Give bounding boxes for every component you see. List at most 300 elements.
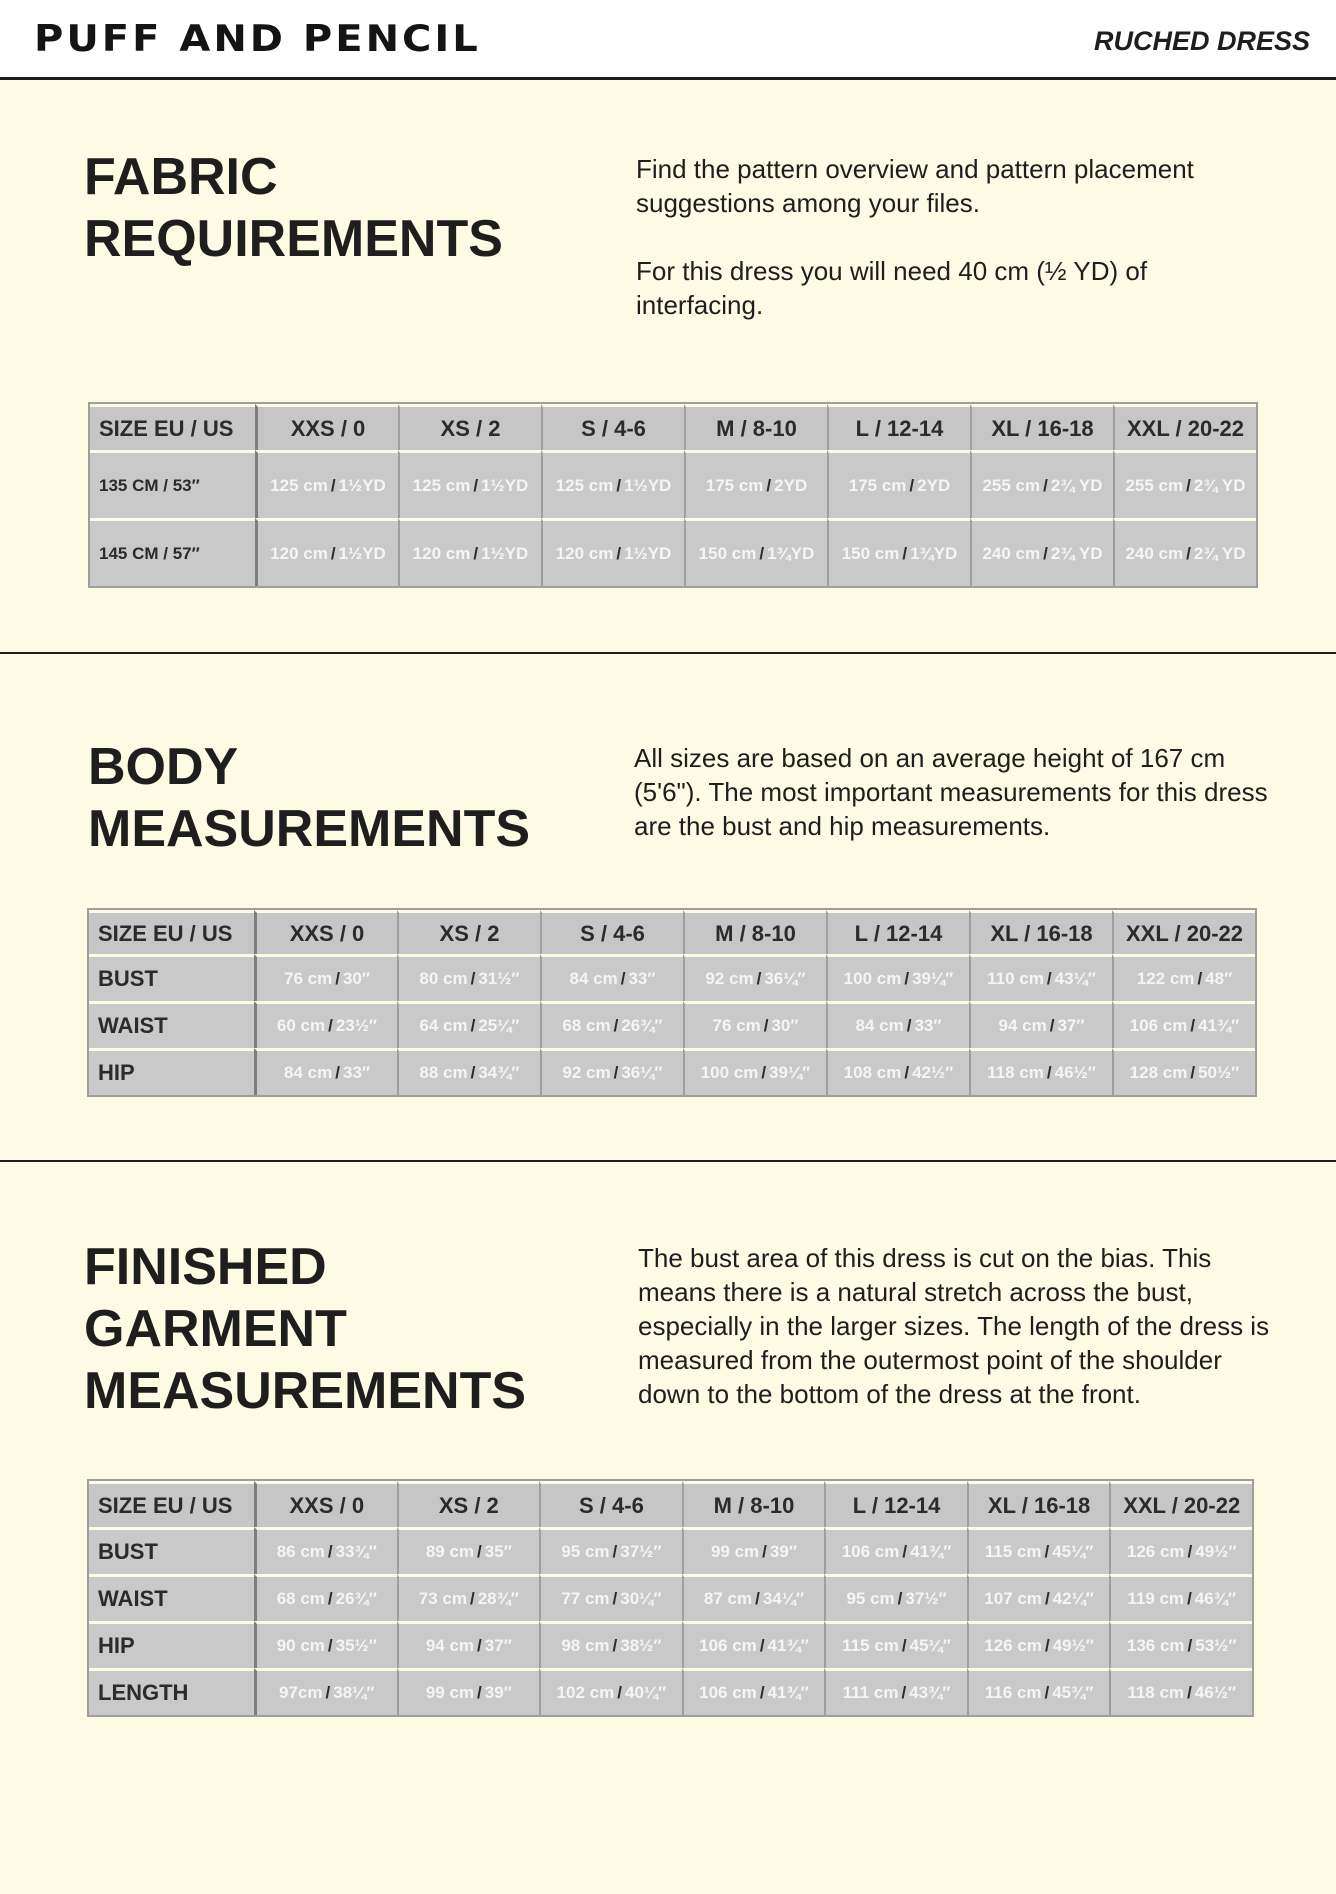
measurement-cell [683, 954, 826, 1001]
imperial-value: 2¾ YD [1050, 543, 1103, 563]
value-separator: / [759, 543, 765, 563]
body-description [634, 741, 1274, 843]
title-line: MEASUREMENTS [88, 800, 531, 858]
value-separator: / [1187, 1636, 1193, 1655]
measurement-cell [1109, 1574, 1252, 1621]
title-line: FABRIC [84, 148, 278, 206]
measurement-cell [827, 518, 970, 586]
imperial-value: 30¼″ [620, 1589, 662, 1608]
table-row [90, 518, 1256, 586]
size-column-header: XXS / 0 [254, 910, 397, 954]
measurement-cell [397, 1527, 540, 1574]
table-header-row [89, 1481, 1252, 1527]
description-paragraph: All sizes are based on an average height of 167 cm (5'6"). The most important measurements for this dress are the bust and hip measurements. [634, 743, 1268, 841]
measurement-cell [539, 1527, 682, 1574]
measurement-cell [683, 1048, 826, 1095]
imperial-value: 26¾″ [621, 1016, 663, 1035]
metric-value: 118 cm [1127, 1683, 1185, 1702]
value-separator: / [1197, 969, 1203, 988]
measurement-cell [398, 518, 541, 586]
metric-value: 84 cm [855, 1016, 904, 1035]
imperial-value: 34¾″ [478, 1063, 520, 1082]
imperial-value: 43¾″ [909, 1683, 951, 1702]
metric-value: 73 cm [418, 1589, 467, 1608]
measurement-cell [254, 1527, 397, 1574]
value-separator: / [904, 969, 910, 988]
metric-value: 100 cm [700, 1063, 759, 1082]
metric-value: 92 cm [562, 1063, 611, 1082]
value-separator: / [1044, 1636, 1050, 1655]
title-line: MEASUREMENTS [84, 1362, 527, 1420]
row-label: LENGTH [89, 1668, 254, 1715]
size-column-header: XXL / 20-22 [1109, 1481, 1252, 1527]
value-separator: / [902, 1542, 908, 1561]
imperial-value: 39″ [769, 1542, 797, 1561]
measurement-cell [540, 1048, 683, 1095]
measurement-cell [254, 1001, 397, 1048]
imperial-value: 43¼″ [1054, 969, 1096, 988]
metric-value: 88 cm [419, 1063, 468, 1082]
value-separator: / [904, 1063, 910, 1082]
metric-value: 126 cm [1126, 1542, 1185, 1561]
metric-value: 175 cm [848, 475, 907, 495]
row-label: BUST [89, 954, 254, 1001]
imperial-value: 42¼″ [1052, 1589, 1094, 1608]
table-row [89, 1574, 1252, 1621]
metric-value: 240 cm [1125, 543, 1184, 563]
value-separator: / [470, 1016, 476, 1035]
value-separator: / [328, 1016, 333, 1035]
value-separator: / [335, 969, 340, 988]
value-separator: / [613, 1016, 619, 1035]
imperial-value: 46½″ [1054, 1063, 1096, 1082]
metric-value: 119 cm [1127, 1589, 1185, 1608]
imperial-value: 49½″ [1195, 1542, 1237, 1561]
title-line: GARMENT [84, 1300, 347, 1358]
size-column-header: L / 12-14 [826, 910, 969, 954]
measurement-cell [827, 450, 970, 518]
description-paragraph: Find the pattern overview and pattern placement suggestions among your files. [636, 154, 1194, 218]
metric-value: 128 cm [1129, 1063, 1188, 1082]
value-separator: / [330, 475, 336, 495]
value-separator: / [616, 543, 622, 563]
metric-value: 107 cm [984, 1589, 1042, 1608]
body-measurements-table [87, 908, 1257, 1097]
value-separator: / [473, 475, 479, 495]
size-column-header: XL / 16-18 [970, 404, 1113, 450]
measurement-cell [682, 1668, 825, 1715]
size-column-header: S / 4-6 [541, 404, 684, 450]
imperial-value: 36¼″ [621, 1063, 663, 1082]
table-header-row [90, 404, 1256, 450]
imperial-value: 33″ [628, 969, 656, 988]
measurement-cell [826, 1001, 969, 1048]
imperial-value: 1½YD [481, 543, 529, 563]
value-separator: / [617, 1683, 622, 1702]
value-separator: / [759, 1683, 765, 1702]
imperial-value: 38½″ [620, 1636, 662, 1655]
metric-value: 77 cm [561, 1589, 610, 1608]
imperial-value: 46½″ [1194, 1683, 1237, 1702]
metric-value: 76 cm [284, 969, 333, 988]
value-separator: / [1187, 1683, 1192, 1702]
imperial-value: 42½″ [912, 1063, 954, 1082]
imperial-value: 25¼″ [478, 1016, 520, 1035]
size-column-header: XXL / 20-22 [1113, 404, 1256, 450]
value-separator: / [1187, 1542, 1193, 1561]
metric-value: 68 cm [276, 1589, 325, 1608]
value-separator: / [612, 1589, 618, 1608]
metric-value: 116 cm [984, 1683, 1042, 1702]
table-row [89, 1668, 1252, 1715]
imperial-value: 37½″ [620, 1542, 662, 1561]
metric-value: 94 cm [425, 1636, 475, 1655]
value-separator: / [477, 1542, 482, 1561]
value-separator: / [755, 1589, 760, 1608]
row-label: HIP [89, 1048, 254, 1095]
description-paragraph: The bust area of this dress is cut on the bias. This means there is a natural stretch across the bust, especially in the larger sizes. The length of the dress is measured from the outermost point of the shoulder down to the bottom of the dress at the front. [638, 1243, 1270, 1409]
description-paragraph: For this dress you will need 40 cm (½ YD) of interfacing. [636, 256, 1148, 320]
measurement-cell [969, 954, 1112, 1001]
metric-value: 84 cm [284, 1063, 333, 1082]
imperial-value: 30″ [771, 1016, 799, 1035]
row-label: WAIST [89, 1574, 254, 1621]
metric-value: 255 cm [1125, 475, 1184, 495]
metric-value: 111 cm [842, 1683, 899, 1702]
imperial-value: 1¾YD [910, 543, 958, 563]
imperial-value: 46¾″ [1194, 1589, 1237, 1608]
row-label: BUST [89, 1527, 254, 1574]
metric-value: 60 cm [276, 1016, 326, 1035]
value-separator: / [327, 1636, 333, 1655]
value-separator: / [1187, 1589, 1192, 1608]
imperial-value: 1½YD [624, 475, 672, 495]
metric-value: 99 cm [425, 1683, 475, 1702]
measurement-cell [1112, 1048, 1255, 1095]
size-column-header: M / 8-10 [683, 910, 826, 954]
table-row [89, 954, 1255, 1001]
measurement-cell [826, 1048, 969, 1095]
value-separator: / [612, 1636, 618, 1655]
imperial-value: 33″ [342, 1063, 370, 1082]
imperial-value: 38¼″ [333, 1683, 375, 1702]
measurement-cell [541, 518, 684, 586]
imperial-value: 26¾″ [335, 1589, 377, 1608]
imperial-value: 2¾ YD [1050, 475, 1103, 495]
value-separator: / [909, 475, 915, 495]
value-separator: / [1043, 543, 1048, 563]
value-separator: / [1044, 1542, 1050, 1561]
imperial-value: 35″ [484, 1542, 512, 1561]
size-column-header: XXS / 0 [255, 404, 398, 450]
imperial-value: 1½YD [481, 475, 529, 495]
imperial-value: 41¾″ [910, 1542, 952, 1561]
measurement-cell [682, 1621, 825, 1668]
imperial-value: 33¾″ [335, 1542, 377, 1561]
finished-measurements-table [87, 1479, 1254, 1717]
value-separator: / [469, 1589, 475, 1608]
table-row [90, 450, 1256, 518]
imperial-value: 39¼″ [912, 969, 954, 988]
imperial-value: 2¾ YD [1193, 475, 1246, 495]
measurement-cell [539, 1668, 682, 1715]
measurement-cell [684, 518, 827, 586]
value-separator: / [473, 543, 479, 563]
size-column-header: XXS / 0 [254, 1481, 397, 1527]
measurement-cell [539, 1621, 682, 1668]
imperial-value: 45¼″ [1052, 1542, 1094, 1561]
metric-value: 80 cm [419, 969, 468, 988]
size-column-header: XS / 2 [397, 1481, 540, 1527]
metric-value: 92 cm [705, 969, 754, 988]
value-separator: / [897, 1589, 903, 1608]
imperial-value: 39¼″ [769, 1063, 811, 1082]
size-column-header: XS / 2 [398, 404, 541, 450]
measurement-cell [397, 1668, 540, 1715]
title-line: REQUIREMENTS [84, 210, 503, 268]
value-separator: / [1049, 1016, 1055, 1035]
table-row [89, 1048, 1255, 1095]
imperial-value: 50½″ [1198, 1063, 1240, 1082]
metric-value: 175 cm [705, 475, 764, 495]
size-column-header: XS / 2 [397, 910, 540, 954]
section-divider [0, 1160, 1336, 1162]
value-separator: / [1044, 1589, 1050, 1608]
imperial-value: 37″ [484, 1636, 512, 1655]
measurement-cell [254, 1048, 397, 1095]
title-line: BODY [88, 738, 239, 796]
imperial-value: 23½″ [335, 1016, 378, 1035]
measurement-cell [254, 1574, 397, 1621]
value-separator: / [1190, 1016, 1196, 1035]
metric-value: 106 cm [1129, 1016, 1188, 1035]
measurement-cell [824, 1668, 967, 1715]
measurement-cell [967, 1574, 1110, 1621]
imperial-value: 45¾″ [1052, 1683, 1094, 1702]
measurement-cell [826, 954, 969, 1001]
metric-value: 102 cm [556, 1683, 615, 1702]
imperial-value: 41¾″ [767, 1636, 809, 1655]
metric-value: 100 cm [843, 969, 902, 988]
size-label-header: SIZE EU / US [90, 404, 255, 450]
measurement-cell [683, 1001, 826, 1048]
metric-value: 136 cm [1126, 1636, 1185, 1655]
measurement-cell [967, 1621, 1110, 1668]
measurement-cell [969, 1001, 1112, 1048]
table-row [89, 1527, 1252, 1574]
measurement-cell [397, 1048, 540, 1095]
value-separator: / [1186, 543, 1191, 563]
metric-value: 106 cm [699, 1636, 757, 1655]
measurement-cell [1109, 1527, 1252, 1574]
size-column-header: XXL / 20-22 [1112, 910, 1255, 954]
imperial-value: 35½″ [335, 1636, 377, 1655]
value-separator: / [759, 1636, 765, 1655]
measurement-cell [1109, 1621, 1252, 1668]
measurement-cell [397, 1574, 540, 1621]
imperial-value: 1½YD [624, 543, 672, 563]
row-label: HIP [89, 1621, 254, 1668]
metric-value: 118 cm [987, 1063, 1044, 1082]
measurement-cell [1112, 954, 1255, 1001]
measurement-cell [970, 450, 1113, 518]
value-separator: / [1044, 1683, 1050, 1702]
measurement-cell [541, 450, 684, 518]
value-separator: / [901, 1683, 907, 1702]
imperial-value: 37½″ [905, 1589, 947, 1608]
metric-value: 90 cm [276, 1636, 325, 1655]
value-separator: / [477, 1636, 482, 1655]
finished-description [638, 1241, 1288, 1411]
metric-value: 89 cm [425, 1542, 475, 1561]
metric-value: 150 cm [841, 543, 900, 563]
metric-value: 115 cm [984, 1542, 1042, 1561]
value-separator: / [906, 1016, 912, 1035]
imperial-value: 40¼″ [624, 1683, 667, 1702]
size-column-header: XL / 16-18 [967, 1481, 1110, 1527]
imperial-value: 2YD [774, 475, 808, 495]
metric-value: 95 cm [561, 1542, 610, 1561]
metric-value: 99 cm [710, 1542, 760, 1561]
value-separator: / [1190, 1063, 1196, 1082]
measurement-cell [397, 954, 540, 1001]
value-separator: / [761, 1063, 767, 1082]
value-separator: / [612, 1542, 618, 1561]
row-label: WAIST [89, 1001, 254, 1048]
imperial-value: 2¾ YD [1193, 543, 1246, 563]
brand-logo: PUFF AND PENCIL [34, 18, 481, 61]
metric-value: 106 cm [699, 1683, 757, 1702]
value-separator: / [1046, 1063, 1052, 1082]
measurement-cell [682, 1574, 825, 1621]
table-header-row [89, 910, 1255, 954]
measurement-cell [1113, 450, 1256, 518]
value-separator: / [325, 1683, 331, 1702]
metric-value: 64 cm [419, 1016, 468, 1035]
size-column-header: L / 12-14 [824, 1481, 967, 1527]
size-column-header: S / 4-6 [539, 1481, 682, 1527]
imperial-value: 48″ [1205, 969, 1233, 988]
size-column-header: M / 8-10 [684, 404, 827, 450]
row-label: 145 CM / 57″ [90, 518, 255, 586]
measurement-cell [539, 1574, 682, 1621]
page-header [0, 0, 1336, 80]
metric-value: 255 cm [982, 475, 1041, 495]
measurement-cell [255, 518, 398, 586]
measurement-cell [824, 1621, 967, 1668]
metric-value: 120 cm [270, 543, 328, 563]
value-separator: / [901, 1636, 907, 1655]
value-separator: / [1046, 969, 1052, 988]
value-separator: / [335, 1063, 340, 1082]
finished-section-title [84, 1236, 526, 1422]
imperial-value: 1½YD [338, 543, 386, 563]
metric-value: 126 cm [984, 1636, 1042, 1655]
document-title: RUCHED DRESS [1093, 26, 1310, 56]
imperial-value: 53½″ [1195, 1636, 1237, 1655]
fabric-section-title [84, 146, 503, 270]
measurement-cell [540, 1001, 683, 1048]
metric-value: 240 cm [982, 543, 1041, 563]
measurement-cell [1112, 1001, 1255, 1048]
measurement-cell [969, 1048, 1112, 1095]
metric-value: 120 cm [412, 543, 471, 563]
measurement-cell [254, 954, 397, 1001]
measurement-cell [397, 1621, 540, 1668]
measurement-cell [967, 1668, 1110, 1715]
metric-value: 125 cm [412, 475, 471, 495]
metric-value: 122 cm [1136, 969, 1195, 988]
size-column-header: M / 8-10 [682, 1481, 825, 1527]
value-separator: / [1043, 475, 1048, 495]
size-column-header: S / 4-6 [540, 910, 683, 954]
measurement-cell [684, 450, 827, 518]
value-separator: / [756, 969, 762, 988]
value-separator: / [620, 969, 626, 988]
metric-value: 98 cm [561, 1636, 610, 1655]
imperial-value: 30″ [342, 969, 370, 988]
table-row [89, 1001, 1255, 1048]
imperial-value: 41¾″ [1198, 1016, 1240, 1035]
measurement-cell [824, 1527, 967, 1574]
title-line: FINISHED [84, 1238, 327, 1296]
imperial-value: 33″ [914, 1016, 942, 1035]
value-separator: / [327, 1542, 333, 1561]
value-separator: / [470, 969, 476, 988]
measurement-cell [824, 1574, 967, 1621]
metric-value: 86 cm [276, 1542, 325, 1561]
value-separator: / [1186, 475, 1191, 495]
imperial-value: 2YD [917, 475, 951, 495]
metric-value: 125 cm [270, 475, 328, 495]
value-separator: / [477, 1683, 482, 1702]
value-separator: / [902, 543, 908, 563]
imperial-value: 1¾YD [767, 543, 815, 563]
metric-value: 106 cm [841, 1542, 900, 1561]
imperial-value: 36¼″ [764, 969, 806, 988]
metric-value: 68 cm [562, 1016, 611, 1035]
row-label: 135 CM / 53″ [90, 450, 255, 518]
measurement-cell [255, 450, 398, 518]
metric-value: 150 cm [698, 543, 757, 563]
measurement-cell [254, 1668, 397, 1715]
metric-value: 84 cm [569, 969, 618, 988]
imperial-value: 34¼″ [762, 1589, 805, 1608]
metric-value: 120 cm [555, 543, 614, 563]
imperial-value: 49½″ [1052, 1636, 1094, 1655]
imperial-value: 37″ [1057, 1016, 1085, 1035]
size-column-header: XL / 16-18 [969, 910, 1112, 954]
metric-value: 110 cm [987, 969, 1044, 988]
imperial-value: 1½YD [338, 475, 386, 495]
metric-value: 108 cm [843, 1063, 902, 1082]
metric-value: 125 cm [555, 475, 614, 495]
imperial-value: 41¾″ [767, 1683, 809, 1702]
value-separator: / [616, 475, 622, 495]
value-separator: / [613, 1063, 619, 1082]
size-label-header: SIZE EU / US [89, 910, 254, 954]
section-divider [0, 652, 1336, 654]
metric-value: 97cm [279, 1683, 323, 1702]
imperial-value: 31½″ [478, 969, 520, 988]
metric-value: 115 cm [842, 1636, 899, 1655]
value-separator: / [330, 543, 336, 563]
measurement-cell [397, 1001, 540, 1048]
fabric-requirements-table [88, 402, 1258, 588]
value-separator: / [766, 475, 772, 495]
measurement-cell [398, 450, 541, 518]
imperial-value: 45¼″ [909, 1636, 951, 1655]
